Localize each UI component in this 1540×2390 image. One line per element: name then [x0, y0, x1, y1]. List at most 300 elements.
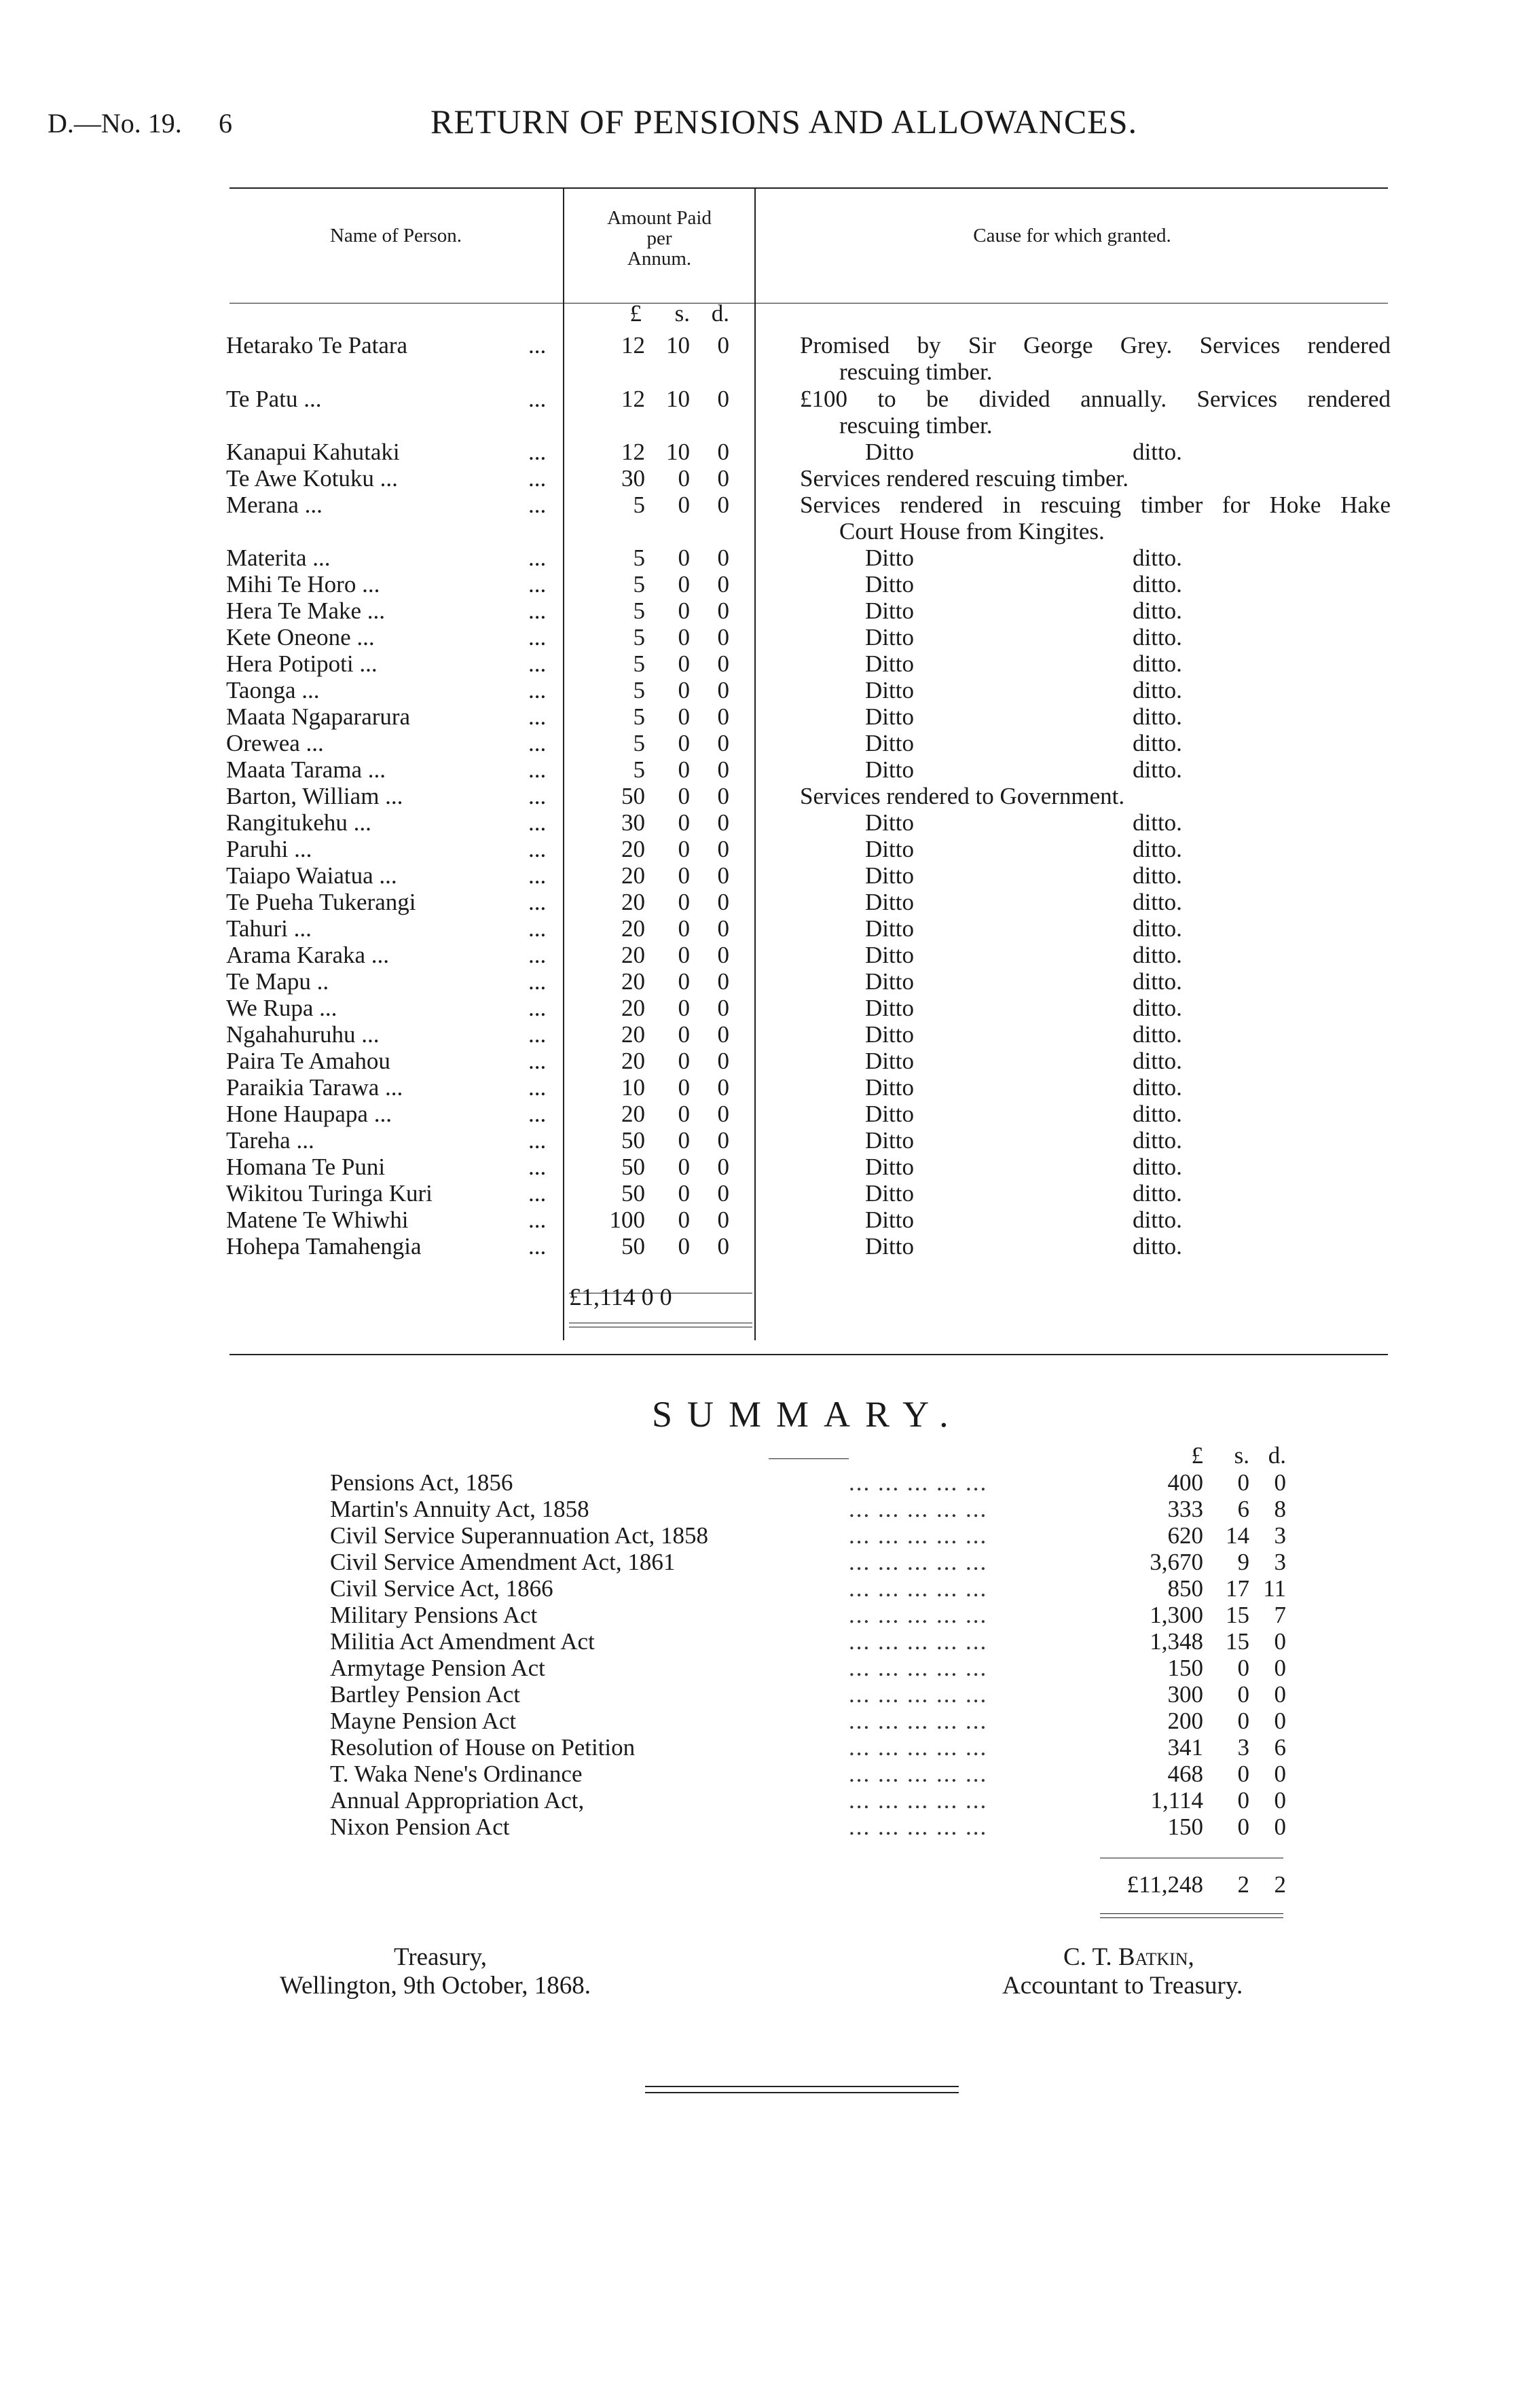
- person-name: Te Mapu ..: [226, 968, 329, 995]
- summary-label: Annual Appropriation Act,: [330, 1787, 585, 1814]
- person-name: Tareha ...: [226, 1127, 314, 1154]
- summary-shillings: 17: [1226, 1575, 1249, 1602]
- ditto-cause-repeat: ditto.: [1133, 1021, 1182, 1048]
- amount-pence: 0: [717, 545, 729, 571]
- cause-text: [800, 783, 1391, 809]
- ditto-cause: Ditto: [865, 439, 914, 465]
- amount-shillings: 0: [678, 650, 690, 677]
- person-name: Hera Te Make ...: [226, 598, 386, 624]
- person-name: Barton, William ...: [226, 783, 403, 809]
- summary-pence: 3: [1274, 1549, 1286, 1575]
- ditto-cause: Ditto: [865, 915, 914, 942]
- amount-pence: 0: [717, 598, 729, 624]
- summary-dot-leader: ... ... ... ... ...: [849, 1496, 988, 1522]
- column-header-amount-line2: per: [646, 227, 672, 249]
- summary-label: Resolution of House on Petition: [330, 1734, 636, 1761]
- amount-shillings: 0: [678, 703, 690, 730]
- summary-double-rule: [1100, 1913, 1283, 1914]
- ditto-cause-repeat: ditto.: [1133, 1180, 1182, 1207]
- person-name: Orewea ...: [226, 730, 324, 756]
- ditto-cause-repeat: ditto.: [1133, 995, 1182, 1021]
- summary-label: Civil Service Superannuation Act, 1858: [330, 1522, 708, 1549]
- amount-pounds: 20: [621, 942, 645, 968]
- summary-pence: 0: [1274, 1681, 1286, 1708]
- summary-label: T. Waka Nene's Ordinance: [330, 1761, 583, 1787]
- amount-pounds: 30: [621, 809, 645, 836]
- summary-total-pence: 2: [1274, 1871, 1286, 1898]
- amount-shillings: 0: [678, 545, 690, 571]
- summary-pence: 7: [1274, 1602, 1286, 1628]
- amount-pence: 0: [717, 1154, 729, 1180]
- cause-text: [800, 386, 1391, 439]
- amount-pounds: 5: [633, 571, 645, 598]
- amount-shillings: 0: [678, 783, 690, 809]
- person-name: Hone Haupapa ...: [226, 1101, 392, 1127]
- summary-label: Mayne Pension Act: [330, 1708, 517, 1734]
- amount-pounds: 50: [621, 1127, 645, 1154]
- amount-pounds: 10: [621, 1074, 645, 1101]
- ditto-cause: Ditto: [865, 1048, 914, 1074]
- summary-label: Pensions Act, 1856: [330, 1469, 513, 1496]
- amount-pence: 0: [717, 677, 729, 703]
- person-name: Hetarako Te Patara: [226, 332, 408, 358]
- amount-pounds: 20: [621, 915, 645, 942]
- amount-shillings: 0: [678, 889, 690, 915]
- cause-text: [800, 465, 1391, 492]
- summary-pence: 8: [1274, 1496, 1286, 1522]
- amount-pence: 0: [717, 1048, 729, 1074]
- signatory-name: C. T. Batkin,: [1063, 1943, 1194, 1971]
- amount-pence: 0: [717, 703, 729, 730]
- amount-pence: 0: [717, 1207, 729, 1233]
- person-name: Paira Te Amahou: [226, 1048, 390, 1074]
- ditto-cause-repeat: ditto.: [1133, 730, 1182, 756]
- amount-pence: 0: [717, 386, 729, 412]
- amount-pence: 0: [717, 439, 729, 465]
- summary-dot-leader: ... ... ... ... ...: [849, 1655, 988, 1681]
- summary-dot-leader: ... ... ... ... ...: [849, 1602, 988, 1628]
- person-name: Materita ...: [226, 545, 331, 571]
- summary-label: Armytage Pension Act: [330, 1655, 545, 1681]
- amount-pence: 0: [717, 995, 729, 1021]
- person-name: Rangitukehu ...: [226, 809, 371, 836]
- dot-leader: ...: [528, 968, 547, 995]
- amount-shillings: 0: [678, 1021, 690, 1048]
- summary-shillings: 9: [1237, 1549, 1249, 1575]
- amount-pence: 0: [717, 783, 729, 809]
- person-name: Taiapo Waiatua ...: [226, 862, 397, 889]
- summary-pounds: 620: [1167, 1522, 1203, 1549]
- summary-dot-leader: ... ... ... ... ...: [849, 1575, 988, 1602]
- summary-shillings: 15: [1226, 1602, 1249, 1628]
- amount-shillings: 0: [678, 1048, 690, 1074]
- ditto-cause: Ditto: [865, 598, 914, 624]
- ditto-cause-repeat: ditto.: [1133, 1074, 1182, 1101]
- summary-total-shillings: 2: [1237, 1871, 1249, 1898]
- ditto-cause-repeat: ditto.: [1133, 1101, 1182, 1127]
- column-divider: [754, 187, 756, 1340]
- dot-leader: ...: [528, 756, 547, 783]
- page-title: RETURN OF PENSIONS AND ALLOWANCES.: [430, 103, 1138, 141]
- amount-pounds: 20: [621, 862, 645, 889]
- amount-pence: 0: [717, 915, 729, 942]
- ditto-cause-repeat: ditto.: [1133, 624, 1182, 650]
- summary-total-pounds: £11,248: [1126, 1871, 1203, 1898]
- amount-shillings: 0: [678, 1127, 690, 1154]
- amount-pounds: 100: [609, 1207, 645, 1233]
- signatory-title: Accountant to Treasury.: [1002, 1972, 1243, 2000]
- pounds-unit: £: [629, 300, 642, 327]
- ditto-cause-repeat: ditto.: [1133, 942, 1182, 968]
- amount-shillings: 0: [678, 942, 690, 968]
- amount-shillings: 0: [678, 624, 690, 650]
- amount-shillings: 0: [678, 1233, 690, 1260]
- ditto-cause: Ditto: [865, 862, 914, 889]
- summary-shillings: 3: [1237, 1734, 1249, 1761]
- ditto-cause-repeat: ditto.: [1133, 545, 1182, 571]
- summary-pounds: 150: [1167, 1814, 1203, 1840]
- amount-pounds: 12: [621, 386, 645, 412]
- amount-pence: 0: [717, 1074, 729, 1101]
- dot-leader: ...: [528, 862, 547, 889]
- summary-shillings: 0: [1237, 1708, 1249, 1734]
- person-name: Paraikia Tarawa ...: [226, 1074, 403, 1101]
- person-name: Maata Ngapararura: [226, 703, 411, 730]
- ditto-cause: Ditto: [865, 703, 914, 730]
- amount-pounds: 5: [633, 730, 645, 756]
- summary-pounds: 3,670: [1150, 1549, 1203, 1575]
- summary-dot-leader: ... ... ... ... ...: [849, 1814, 988, 1840]
- ditto-cause: Ditto: [865, 836, 914, 862]
- dot-leader: ...: [528, 915, 547, 942]
- person-name: Arama Karaka ...: [226, 942, 390, 968]
- dot-leader: ...: [528, 809, 547, 836]
- shillings-unit: s.: [674, 300, 690, 327]
- amount-shillings: 0: [678, 1180, 690, 1207]
- summary-pounds: 333: [1167, 1496, 1203, 1522]
- summary-pence: 0: [1274, 1655, 1286, 1681]
- amount-pounds: 20: [621, 968, 645, 995]
- cause-text: [800, 332, 1391, 385]
- document-id: D.—No. 19.: [48, 108, 182, 139]
- summary-pence: 0: [1274, 1628, 1286, 1655]
- summary-pounds: 1,300: [1150, 1602, 1203, 1628]
- amount-pence: 0: [717, 862, 729, 889]
- amount-shillings: 10: [666, 332, 690, 358]
- summary-pounds: 1,114: [1150, 1787, 1203, 1814]
- person-name: Matene Te Whiwhi: [226, 1207, 409, 1233]
- ditto-cause: Ditto: [865, 1207, 914, 1233]
- amount-shillings: 0: [678, 1101, 690, 1127]
- amount-pounds: 5: [633, 624, 645, 650]
- cause-continuation: rescuing timber.: [839, 412, 993, 439]
- ditto-cause-repeat: ditto.: [1133, 650, 1182, 677]
- dot-leader: ...: [528, 1180, 547, 1207]
- dot-leader: ...: [528, 465, 547, 492]
- cause-main: Promised by Sir George Grey. Services rendered: [800, 332, 1391, 358]
- ditto-cause-repeat: ditto.: [1133, 571, 1182, 598]
- summary-title: SUMMARY.: [652, 1394, 964, 1435]
- ditto-cause-repeat: ditto.: [1133, 1048, 1182, 1074]
- summary-dot-leader: ... ... ... ... ...: [849, 1761, 988, 1787]
- dot-leader: ...: [528, 545, 547, 571]
- ditto-cause-repeat: ditto.: [1133, 703, 1182, 730]
- person-name: Wikitou Turinga Kuri: [226, 1180, 433, 1207]
- summary-shillings-unit: s.: [1234, 1442, 1249, 1469]
- amount-pounds: 12: [621, 332, 645, 358]
- amount-pence: 0: [717, 1021, 729, 1048]
- ditto-cause-repeat: ditto.: [1133, 889, 1182, 915]
- summary-dot-leader: ... ... ... ... ...: [849, 1787, 988, 1814]
- ditto-cause: Ditto: [865, 624, 914, 650]
- amount-pounds: 5: [633, 545, 645, 571]
- summary-pounds-unit: £: [1191, 1442, 1203, 1469]
- end-rule: [645, 2086, 959, 2087]
- person-name: Kanapui Kahutaki: [226, 439, 400, 465]
- amount-pounds: 20: [621, 1048, 645, 1074]
- person-name: Te Patu ...: [226, 386, 322, 412]
- end-rule: [645, 2092, 959, 2093]
- summary-dot-leader: ... ... ... ... ...: [849, 1734, 988, 1761]
- cause-main: Services rendered rescuing timber.: [800, 465, 1129, 492]
- column-header-amount-line3: Annum.: [627, 248, 692, 270]
- dot-leader: ...: [528, 1074, 547, 1101]
- summary-dot-leader: ... ... ... ... ...: [849, 1628, 988, 1655]
- ditto-cause: Ditto: [865, 756, 914, 783]
- amount-shillings: 0: [678, 836, 690, 862]
- summary-shillings: 0: [1237, 1681, 1249, 1708]
- ditto-cause: Ditto: [865, 1127, 914, 1154]
- amount-shillings: 0: [678, 915, 690, 942]
- ditto-cause: Ditto: [865, 730, 914, 756]
- dot-leader: ...: [528, 1048, 547, 1074]
- amount-pounds: 5: [633, 650, 645, 677]
- dot-leader: ...: [528, 836, 547, 862]
- summary-pence: 0: [1274, 1708, 1286, 1734]
- column-header-amount-line1: Amount Paid: [607, 207, 712, 229]
- person-name: Taonga ...: [226, 677, 320, 703]
- amount-pounds: 5: [633, 598, 645, 624]
- ditto-cause-repeat: ditto.: [1133, 1207, 1182, 1233]
- person-name: Ngahahuruhu ...: [226, 1021, 380, 1048]
- summary-pounds: 850: [1167, 1575, 1203, 1602]
- summary-dot-leader: ... ... ... ... ...: [849, 1522, 988, 1549]
- person-name: Kete Oneone ...: [226, 624, 375, 650]
- dot-leader: ...: [528, 386, 547, 412]
- amount-shillings: 0: [678, 598, 690, 624]
- ditto-cause-repeat: ditto.: [1133, 1127, 1182, 1154]
- pence-unit: d.: [711, 300, 729, 327]
- amount-pounds: 20: [621, 1101, 645, 1127]
- ditto-cause-repeat: ditto.: [1133, 756, 1182, 783]
- cause-main: Services rendered to Government.: [800, 783, 1125, 809]
- ditto-cause-repeat: ditto.: [1133, 677, 1182, 703]
- summary-shillings: 0: [1237, 1655, 1249, 1681]
- amount-pounds: 30: [621, 465, 645, 492]
- summary-pence: 3: [1274, 1522, 1286, 1549]
- amount-pence: 0: [717, 809, 729, 836]
- amount-pounds: 20: [621, 836, 645, 862]
- dot-leader: ...: [528, 1207, 547, 1233]
- dot-leader: ...: [528, 1021, 547, 1048]
- summary-shillings: 15: [1226, 1628, 1249, 1655]
- summary-dot-leader: ... ... ... ... ...: [849, 1681, 988, 1708]
- amount-pounds: 20: [621, 995, 645, 1021]
- dot-leader: ...: [528, 332, 547, 358]
- dot-leader: ...: [528, 624, 547, 650]
- dot-leader: ...: [528, 703, 547, 730]
- summary-pence: 0: [1274, 1469, 1286, 1496]
- amount-shillings: 0: [678, 1154, 690, 1180]
- amount-pence: 0: [717, 1180, 729, 1207]
- column-header-cause: Cause for which granted.: [973, 225, 1171, 246]
- ditto-cause: Ditto: [865, 942, 914, 968]
- dot-leader: ...: [528, 571, 547, 598]
- ditto-cause: Ditto: [865, 889, 914, 915]
- ditto-cause-repeat: ditto.: [1133, 915, 1182, 942]
- amount-pounds: 5: [633, 756, 645, 783]
- amount-shillings: 0: [678, 492, 690, 518]
- dot-leader: ...: [528, 1154, 547, 1180]
- amount-pence: 0: [717, 624, 729, 650]
- ditto-cause: Ditto: [865, 1233, 914, 1260]
- amount-shillings: 0: [678, 1207, 690, 1233]
- amount-shillings: 0: [678, 465, 690, 492]
- amount-pence: 0: [717, 836, 729, 862]
- summary-pounds: 150: [1167, 1655, 1203, 1681]
- amount-shillings: 10: [666, 386, 690, 412]
- ditto-cause: Ditto: [865, 571, 914, 598]
- summary-pence: 0: [1274, 1761, 1286, 1787]
- summary-double-rule: [1100, 1917, 1283, 1918]
- summary-shillings: 0: [1237, 1814, 1249, 1840]
- summary-pence: 6: [1274, 1734, 1286, 1761]
- ditto-cause: Ditto: [865, 1074, 914, 1101]
- dot-leader: ...: [528, 650, 547, 677]
- amount-pence: 0: [717, 1101, 729, 1127]
- person-name: Mihi Te Horo ...: [226, 571, 380, 598]
- amount-pounds: 20: [621, 889, 645, 915]
- dot-leader: ...: [528, 783, 547, 809]
- column-header-name: Name of Person.: [329, 225, 462, 246]
- ditto-cause-repeat: ditto.: [1133, 1154, 1182, 1180]
- person-name: Te Pueha Tukerangi: [226, 889, 416, 915]
- ditto-cause: Ditto: [865, 1154, 914, 1180]
- summary-pounds: 300: [1167, 1681, 1203, 1708]
- amount-shillings: 0: [678, 756, 690, 783]
- summary-rule: [769, 1458, 849, 1459]
- ditto-cause: Ditto: [865, 1101, 914, 1127]
- dot-leader: ...: [528, 492, 547, 518]
- ditto-cause: Ditto: [865, 650, 914, 677]
- amount-pence: 0: [717, 492, 729, 518]
- summary-pounds: 1,348: [1150, 1628, 1203, 1655]
- person-name: Tahuri ...: [226, 915, 312, 942]
- amount-pounds: 5: [633, 703, 645, 730]
- person-name: We Rupa ...: [226, 995, 337, 1021]
- amount-pence: 0: [717, 889, 729, 915]
- table-header-rule: [230, 303, 1388, 304]
- summary-dot-leader: ... ... ... ... ...: [849, 1469, 988, 1496]
- summary-label: Militia Act Amendment Act: [330, 1628, 595, 1655]
- cause-main: £100 to be divided annually. Services rendered: [800, 386, 1391, 412]
- summary-label: Nixon Pension Act: [330, 1814, 510, 1840]
- summary-shillings: 6: [1237, 1496, 1249, 1522]
- amount-pounds: 5: [633, 492, 645, 518]
- person-name: Paruhi ...: [226, 836, 312, 862]
- ditto-cause: Ditto: [865, 1021, 914, 1048]
- summary-pence: 0: [1274, 1787, 1286, 1814]
- summary-shillings: 14: [1226, 1522, 1249, 1549]
- dot-leader: ...: [528, 677, 547, 703]
- ditto-cause-repeat: ditto.: [1133, 862, 1182, 889]
- ditto-cause: Ditto: [865, 1180, 914, 1207]
- ditto-cause-repeat: ditto.: [1133, 836, 1182, 862]
- amount-shillings: 0: [678, 571, 690, 598]
- ditto-cause-repeat: ditto.: [1133, 598, 1182, 624]
- amount-pence: 0: [717, 1233, 729, 1260]
- summary-pounds: 468: [1167, 1761, 1203, 1787]
- dot-leader: ...: [528, 889, 547, 915]
- ditto-cause-repeat: ditto.: [1133, 809, 1182, 836]
- place-date: Wellington, 9th October, 1868.: [280, 1972, 591, 2000]
- dot-leader: ...: [528, 1233, 547, 1260]
- dot-leader: ...: [528, 730, 547, 756]
- amount-pence: 0: [717, 650, 729, 677]
- cause-continuation: Court House from Kingites.: [839, 518, 1105, 545]
- dot-leader: ...: [528, 942, 547, 968]
- amount-pence: 0: [717, 730, 729, 756]
- dot-leader: ...: [528, 1127, 547, 1154]
- amount-pounds: 20: [621, 1021, 645, 1048]
- amount-pence: 0: [717, 942, 729, 968]
- amount-pounds: 12: [621, 439, 645, 465]
- summary-shillings: 0: [1237, 1469, 1249, 1496]
- person-name: Homana Te Puni: [226, 1154, 386, 1180]
- summary-shillings: 0: [1237, 1761, 1249, 1787]
- table-bottom-rule: [230, 1354, 1388, 1355]
- summary-label: Civil Service Amendment Act, 1861: [330, 1549, 676, 1575]
- amount-shillings: 0: [678, 730, 690, 756]
- ditto-cause: Ditto: [865, 995, 914, 1021]
- cause-main: Services rendered in rescuing timber for Hoke Hake: [800, 492, 1391, 518]
- summary-pounds: 200: [1167, 1708, 1203, 1734]
- ditto-cause: Ditto: [865, 677, 914, 703]
- amount-pounds: 50: [621, 1180, 645, 1207]
- summary-pounds: 341: [1167, 1734, 1203, 1761]
- cause-text: [800, 492, 1391, 545]
- cause-continuation: rescuing timber.: [839, 358, 993, 385]
- amount-pence: 0: [717, 332, 729, 358]
- dot-leader: ...: [528, 439, 547, 465]
- ditto-cause-repeat: ditto.: [1133, 439, 1182, 465]
- amount-pence: 0: [717, 1127, 729, 1154]
- treasury-label: Treasury,: [394, 1943, 488, 1971]
- summary-label: Bartley Pension Act: [330, 1681, 520, 1708]
- amount-pence: 0: [717, 571, 729, 598]
- amount-shillings: 0: [678, 677, 690, 703]
- person-name: Hera Potipoti ...: [226, 650, 378, 677]
- summary-dot-leader: ... ... ... ... ...: [849, 1708, 988, 1734]
- summary-label: Civil Service Act, 1866: [330, 1575, 553, 1602]
- summary-pence-unit: d.: [1268, 1442, 1286, 1469]
- amount-shillings: 0: [678, 809, 690, 836]
- person-name: Hohepa Tamahengia: [226, 1233, 422, 1260]
- ditto-cause: Ditto: [865, 545, 914, 571]
- summary-pence: 0: [1274, 1814, 1286, 1840]
- summary-label: Military Pensions Act: [330, 1602, 538, 1628]
- summary-pounds: 400: [1167, 1469, 1203, 1496]
